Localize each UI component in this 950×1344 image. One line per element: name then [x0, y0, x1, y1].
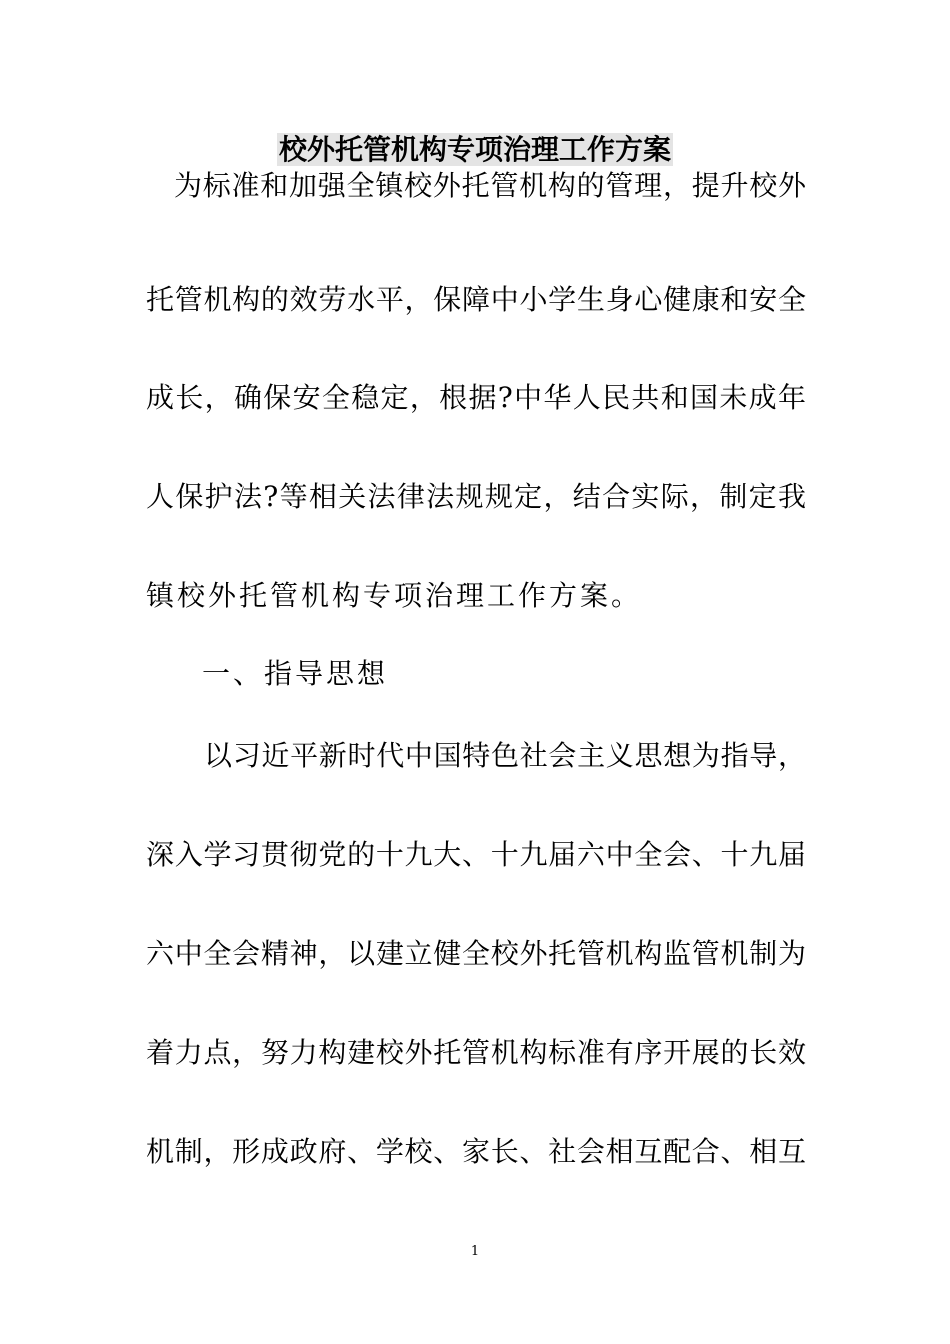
- paragraph-line-9: 着力点，努力构建校外托管机构标准有序开展的长效: [146, 1036, 806, 1069]
- document-title-text: 校外托管机构专项治理工作方案: [278, 133, 671, 166]
- document-title: [0, 130, 950, 170]
- paragraph-line-4: 人保护法?等相关法律法规规定，结合实际，制定我: [146, 480, 806, 513]
- section-heading-guiding-ideology: 一、指导思想: [202, 657, 389, 690]
- paragraph-line-3: 成长，确保安全稳定，根据?中华人民共和国未成年: [146, 381, 806, 414]
- paragraph-line-8: 六中全会精神，以建立健全校外托管机构监管机制为: [146, 937, 806, 970]
- paragraph-line-5: 镇校外托管机构专项治理工作方案。: [146, 579, 643, 612]
- paragraph-line-10: 机制，形成政府、学校、家长、社会相互配合、相互: [146, 1135, 806, 1168]
- page-number: 1: [470, 1244, 480, 1259]
- paragraph-line-6: 以习近平新时代中国特色社会主义思想为指导，: [204, 739, 806, 772]
- paragraph-line-7: 深入学习贯彻党的十九大、十九届六中全会、十九届: [146, 838, 806, 871]
- paragraph-line-1: 为标准和加强全镇校外托管机构的管理，提升校外: [174, 169, 806, 202]
- paragraph-line-2: 托管机构的效劳水平，保障中小学生身心健康和安全: [146, 283, 806, 316]
